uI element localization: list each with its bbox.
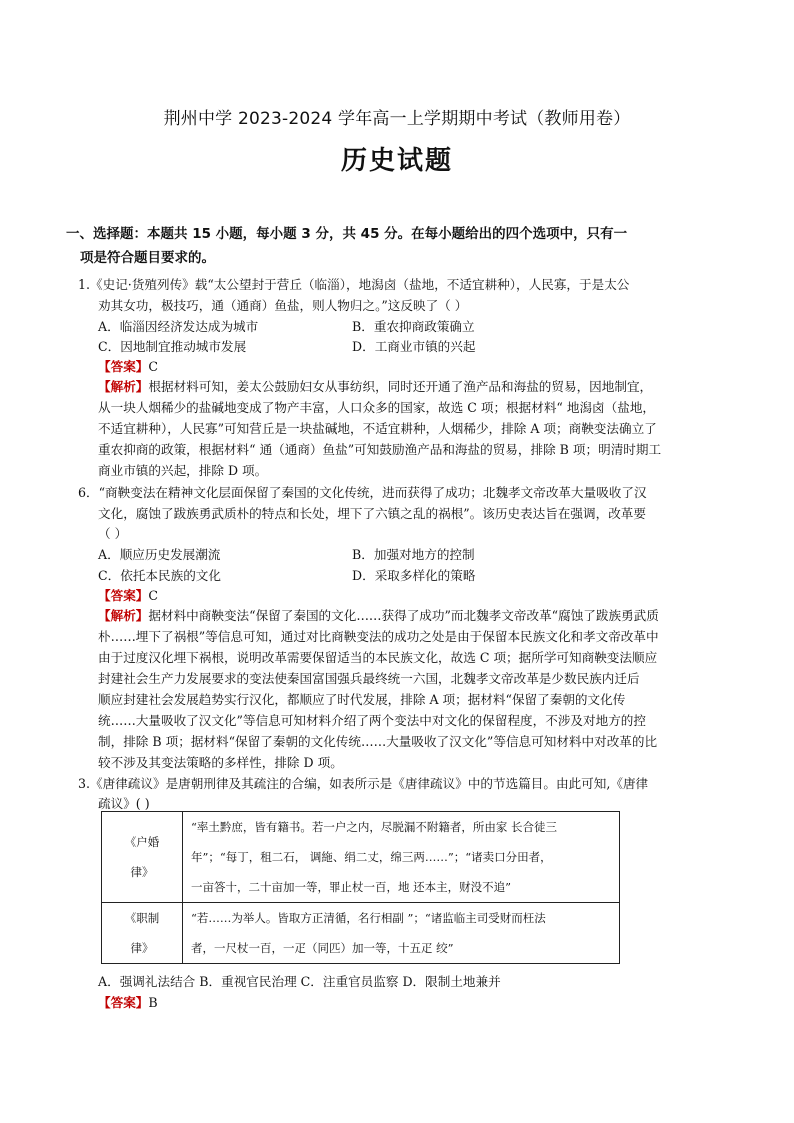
q3-stem-line: 3.《唐律疏议》是唐朝刑律及其疏注的合编，如表所示是《唐律疏议》中的节选篇目。由此可知,《唐律 (78, 776, 649, 791)
q1-option-c: C．因地制宜推动城市发展 (98, 339, 247, 354)
q2-analysis-text: 据材料中商鞅变法“保留了秦国的文化……获得了成功”而北魏孝文帝改革“腐蚀了跋族勇武质 (148, 608, 659, 623)
q2-analysis-line: 封建社会生产力发展要求的变法使秦国富国强兵最终统一六国，北魏孝文帝改革是少数民族内迁后 (98, 671, 640, 686)
q1-option-d: D．工商业市镇的兴起 (352, 339, 476, 354)
row-header-line: 《户婚 (124, 835, 160, 849)
q1-stem-line: 劝其女功，极技巧，通（通商）鱼盐，则人物归之。”这反映了（ ） (98, 298, 468, 313)
q3-table (101, 811, 620, 964)
q1-analysis-line: 从一块人烟稀少的盐碱地变成了物产丰富，人口众多的国家，故选 C 项；根据材料“ 地潟卤（盐地， (98, 400, 656, 415)
q1-answer-value: C (148, 359, 159, 374)
table-row (102, 812, 620, 903)
cell-line: 年”；“每丁，租二石， 调絁、绢二丈，绵三两……”；“诸卖口分田者， (191, 850, 552, 864)
q1-analysis-line (98, 378, 652, 396)
q1-option-b: B．重农抑商政策确立 (352, 319, 475, 334)
q2-option-d: D．采取多样化的策略 (352, 568, 476, 583)
q2-stem-line: 6．“商鞅变法在精神文化层面保留了秦国的文化传统，进而获得了成功；北魏孝文帝改革大量吸收了汉 (78, 485, 647, 500)
answer-label: 【答案】 (98, 588, 149, 603)
q2-analysis-line: 顺应封建社会发展趋势实行汉化，都顺应了时代发展，排除 A 项；据材料“保留了秦朝的文化传 (98, 692, 626, 707)
q2-analysis-line: 制，排除 B 项；据材料“保留了秦朝的文化传统……大量吸收了汉文化”等信息可知材料中对改革的比 (98, 734, 658, 749)
cell-line: 一亩答十，二十亩加一等，罪止杖一百，地 还本主，财没不追” (191, 880, 512, 894)
row-header-line: 律》 (130, 865, 154, 879)
q2-option-c: C．依托本民族的文化 (98, 568, 221, 583)
exam-subtitle: 历史试题 (340, 146, 453, 176)
q2-analysis-line: 统……大量吸收了汉文化”等信息可知材料介绍了两个变法中对文化的保留程度，不涉及对地方的控 (98, 713, 646, 728)
q3-answer-value: B (148, 995, 158, 1010)
table-row-header (102, 903, 183, 964)
q2-option-a: A．顺应历史发展潮流 (98, 547, 221, 562)
q3-options: A．强调礼法结合 B．重视官民治理 C．注重官员监察 D．限制土地兼并 (98, 974, 501, 989)
section-heading-line: 一、选择题：本题共 15 小题，每小题 3 分，共 45 分。在每小题给出的四个选项中，只有一 (66, 226, 628, 242)
q1-analysis-line: 不适宜耕种），人民寡”可知营丘是一块盐碱地，不适宜耕种，人烟稀少，排除 A 项；商鞅变法确立了 (98, 421, 657, 436)
cell-line: “若……为举人。皆取方正清循，名行相副 ”；“诸监临主司受财而枉法 (191, 911, 546, 925)
row-header-line: 《职制 (124, 911, 160, 925)
cell-line: “率土黔庶，皆有籍书。若一户之内，尽脱漏不附籍者，所由家 长合徒三 (191, 820, 558, 834)
exam-title: 荆州中学 2023-2024 学年高一上学期期中考试（教师用卷） (163, 109, 631, 129)
analysis-label: 【解析】 (98, 608, 149, 623)
q1-analysis-text: 根据材料可知，姜太公鼓励妇女从事纺织，同时还开通了渔产品和海盐的贸易，因地制宜， (148, 379, 653, 394)
q1-answer (98, 358, 158, 376)
q1-option-a: A．临淄因经济发达成为城市 (98, 319, 259, 334)
q2-analysis-line: 朴……埋下了祸根”等信息可知，通过对比商鞅变法的成功之处是由于保留本民族文化和孝文帝改革中 (98, 629, 659, 644)
answer-label: 【答案】 (98, 359, 149, 374)
answer-label: 【答案】 (98, 995, 149, 1010)
q1-analysis-line: 重农抑商的政策，根据材料“ 通（通商）鱼盐”可知鼓励渔产品和海盐的贸易，排除 B 项；明清时期工 (98, 442, 662, 457)
q2-analysis-line: 较不涉及其变法策略的多样性，排除 D 项。 (98, 755, 343, 770)
q2-analysis-line (98, 607, 659, 625)
table-row (102, 903, 620, 964)
q1-stem-line: 1.《史记·货殖列传》载“太公望封于营丘（临淄），地潟卤（盐地，不适宜耕种），人民寡，于是太公 (78, 277, 630, 292)
q1-analysis-line: 商业市镇的兴起，排除 D 项。 (98, 463, 268, 478)
section-heading-line: 项是符合题目要求的。 (80, 250, 215, 266)
q2-answer (98, 587, 158, 605)
cell-line: 者，一尺杖一百，一疋（同匹）加一等，十五疋 绞” (191, 941, 454, 955)
table-row-header (102, 812, 183, 903)
section-heading (66, 222, 736, 270)
analysis-label: 【解析】 (98, 379, 149, 394)
q2-stem-line: 文化，腐蚀了跋族勇武质朴的特点和长处，埋下了六镇之乱的祸根”。该历史表达旨在强调，改革要 (98, 506, 646, 521)
q2-answer-value: C (148, 588, 159, 603)
q3-stem-line: 疏议》( ) (98, 796, 150, 811)
q2-stem-line: （ ） (98, 526, 128, 541)
row-header-line: 律》 (130, 941, 154, 955)
q2-analysis-line: 由于过度汉化埋下祸根，说明改革需要保留适当的本民族文化，故选 C 项；据所学可知商鞅变法顺应 (98, 650, 658, 665)
q3-answer (98, 994, 158, 1012)
q2-option-b: B．加强对地方的控制 (352, 547, 475, 562)
table-cell (183, 903, 620, 964)
table-cell (183, 812, 620, 903)
